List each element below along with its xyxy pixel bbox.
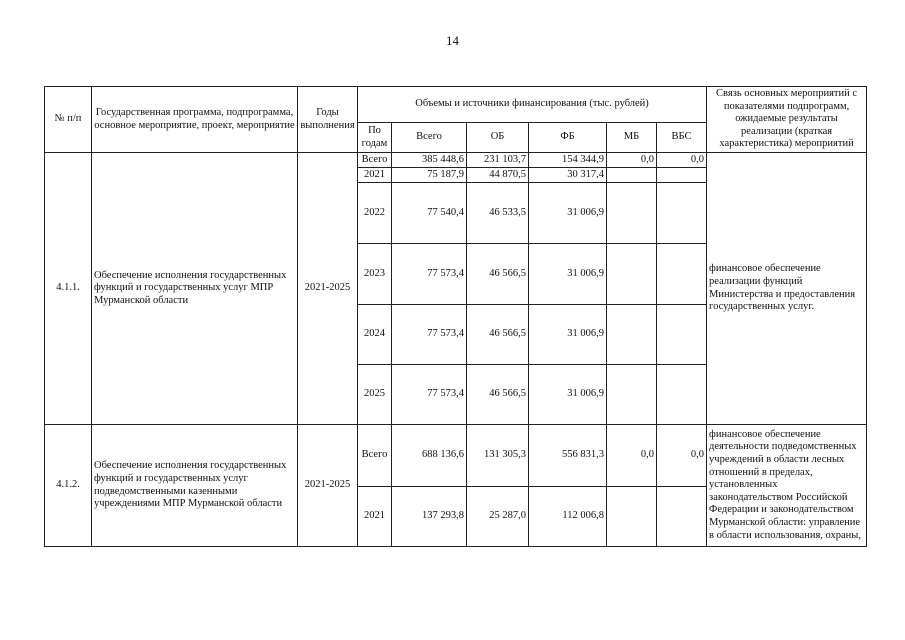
- cell-fb: 31 006,9: [529, 305, 607, 365]
- cell-mb: [607, 365, 657, 425]
- row-years: 2021-2025: [298, 425, 358, 547]
- header-ob: ОБ: [467, 123, 529, 153]
- header-total: Всего: [392, 123, 467, 153]
- cell-total: 75 187,9: [392, 168, 467, 183]
- row-years: 2021-2025: [298, 153, 358, 425]
- cell-fb: 31 006,9: [529, 365, 607, 425]
- cell-vbs: [657, 168, 707, 183]
- cell-period: 2021: [358, 168, 392, 183]
- cell-period: 2024: [358, 305, 392, 365]
- row-name: Обеспечение исполнения государственных функций и государственных услуг МПР Мурманской области: [92, 153, 298, 425]
- cell-period: 2021: [358, 487, 392, 547]
- cell-vbs: [657, 487, 707, 547]
- cell-vbs: [657, 183, 707, 244]
- page-number: 14: [446, 33, 459, 48]
- cell-ob: 231 103,7: [467, 153, 529, 168]
- row-result: финансовое обеспечение реализации функций Министерства и предоставления государственных услуг.: [707, 153, 867, 425]
- cell-fb: 112 006,8: [529, 487, 607, 547]
- cell-total: 688 136,6: [392, 425, 467, 487]
- cell-total: 77 540,4: [392, 183, 467, 244]
- cell-ob: 46 566,5: [467, 244, 529, 305]
- cell-fb: 30 317,4: [529, 168, 607, 183]
- cell-fb: 31 006,9: [529, 183, 607, 244]
- cell-period: 2023: [358, 244, 392, 305]
- header-program: Государственная программа, подпрограмма, основное мероприятие, проект, мероприятие: [92, 87, 298, 153]
- cell-ob: 46 566,5: [467, 365, 529, 425]
- row-num: 4.1.2.: [45, 425, 92, 547]
- cell-total: 77 573,4: [392, 244, 467, 305]
- cell-mb: [607, 168, 657, 183]
- cell-mb: [607, 487, 657, 547]
- table-row: [45, 153, 867, 168]
- cell-total: 385 448,6: [392, 153, 467, 168]
- row-num: 4.1.1.: [45, 153, 92, 425]
- cell-vbs: [657, 244, 707, 305]
- cell-ob: 131 305,3: [467, 425, 529, 487]
- table-row: [45, 425, 867, 487]
- cell-period: 2022: [358, 183, 392, 244]
- cell-ob: 25 287,0: [467, 487, 529, 547]
- cell-total: 77 573,4: [392, 305, 467, 365]
- cell-ob: 46 533,5: [467, 183, 529, 244]
- cell-fb: 556 831,3: [529, 425, 607, 487]
- cell-fb: 154 344,9: [529, 153, 607, 168]
- budget-table: [44, 86, 867, 547]
- row-result: финансовое обеспечение деятельности подведомственных учреждений в области лесных отношений в пределах, установленных законодательством Российской Федерации и законодательством Мурманской области: управление в области использования, охраны,: [707, 425, 867, 547]
- cell-vbs: 0,0: [657, 153, 707, 168]
- header-fb: ФБ: [529, 123, 607, 153]
- cell-period: Всего: [358, 425, 392, 487]
- cell-vbs: 0,0: [657, 425, 707, 487]
- cell-period: 2025: [358, 365, 392, 425]
- header-link: Связь основных мероприятий с показателями подпрограмм, ожидаемые результаты реализации (краткая характеристика) мероприятий: [707, 87, 867, 153]
- header-years: Годы выполнения: [298, 87, 358, 153]
- cell-total: 77 573,4: [392, 365, 467, 425]
- cell-ob: 46 566,5: [467, 305, 529, 365]
- header-mb: МБ: [607, 123, 657, 153]
- cell-mb: 0,0: [607, 153, 657, 168]
- cell-mb: [607, 244, 657, 305]
- header-num: № п/п: [45, 87, 92, 153]
- cell-period: Всего: [358, 153, 392, 168]
- header-by-year: По годам: [358, 123, 392, 153]
- cell-vbs: [657, 365, 707, 425]
- row-name: Обеспечение исполнения государственных функций и государственных услуг подведомственными казенными учреждениями МПР Мурманской области: [92, 425, 298, 547]
- cell-mb: [607, 183, 657, 244]
- cell-fb: 31 006,9: [529, 244, 607, 305]
- cell-vbs: [657, 305, 707, 365]
- cell-ob: 44 870,5: [467, 168, 529, 183]
- header-funding: Объемы и источники финансирования (тыс. рублей): [358, 87, 707, 123]
- cell-mb: 0,0: [607, 425, 657, 487]
- cell-total: 137 293,8: [392, 487, 467, 547]
- cell-mb: [607, 305, 657, 365]
- header-vbs: ВБС: [657, 123, 707, 153]
